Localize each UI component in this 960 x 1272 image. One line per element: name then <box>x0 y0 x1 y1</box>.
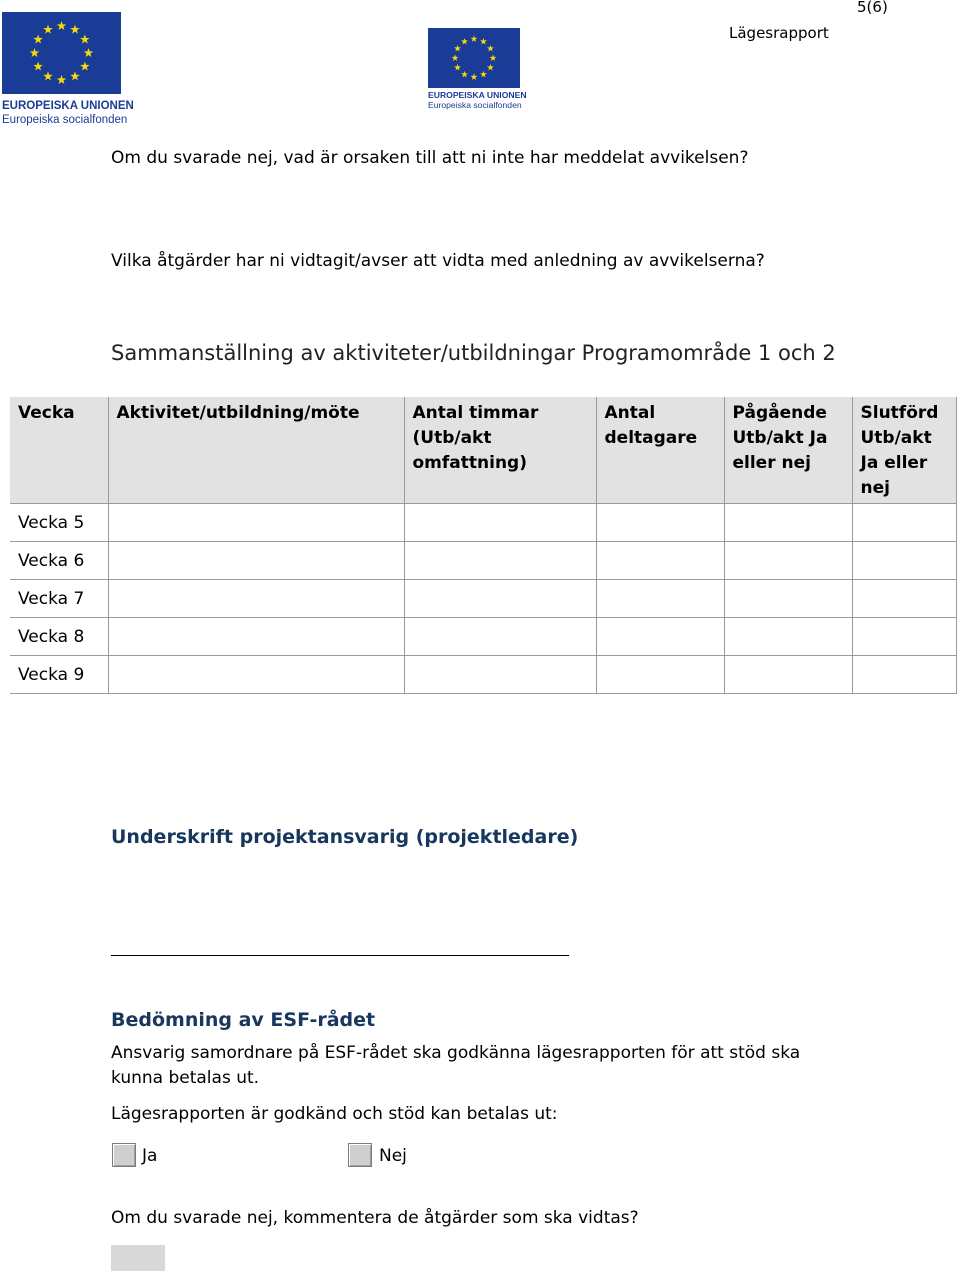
activity-cell[interactable] <box>108 504 404 542</box>
participants-cell[interactable] <box>596 656 724 694</box>
star-icon <box>70 71 80 80</box>
summary-title: Sammanställning av aktiviteter/utbildningar Programområde 1 och 2 <box>111 341 836 365</box>
table-row <box>10 618 956 656</box>
star-icon <box>80 62 90 71</box>
hours-cell[interactable] <box>404 618 596 656</box>
ongoing-cell[interactable] <box>724 542 852 580</box>
page-number: 5(6) <box>857 0 888 16</box>
participants-cell[interactable] <box>596 618 724 656</box>
star-icon <box>454 45 461 52</box>
no-checkbox[interactable] <box>348 1143 372 1167</box>
star-icon <box>471 73 478 80</box>
eu-logo-center <box>428 28 527 110</box>
hours-cell[interactable] <box>404 542 596 580</box>
logo-line2: Europeiska socialfonden <box>428 100 522 110</box>
col-header-week: Vecka <box>10 397 108 504</box>
participants-cell[interactable] <box>596 580 724 618</box>
col-header-activity: Aktivitet/utbildning/möte <box>108 397 404 504</box>
assessment-body: Ansvarig samordnare på ESF-rådet ska godkänna lägesrapporten för att stöd ska kunna betalas ut. <box>111 1043 801 1088</box>
col-header-participants: Antal deltagare <box>596 397 724 504</box>
eu-stars-icon <box>428 28 520 88</box>
table-row <box>10 656 956 694</box>
week-label: Vecka 7 <box>10 580 108 618</box>
star-icon <box>43 71 53 80</box>
signature-heading: Underskrift projektansvarig (projektledare) <box>111 826 579 848</box>
star-icon <box>57 75 67 84</box>
star-icon <box>70 25 80 34</box>
approval-question: Lägesrapporten är godkänd och stöd kan betalas ut: <box>111 1104 558 1124</box>
star-icon <box>490 54 497 61</box>
completed-cell[interactable] <box>852 580 956 618</box>
running-title: Lägesrapport <box>729 24 829 42</box>
activity-cell[interactable] <box>108 656 404 694</box>
participants-cell[interactable] <box>596 504 724 542</box>
signature-line[interactable] <box>111 955 569 956</box>
table-row <box>10 504 956 542</box>
ongoing-cell[interactable] <box>724 580 852 618</box>
ongoing-cell[interactable] <box>724 656 852 694</box>
star-icon <box>454 64 461 71</box>
star-icon <box>461 38 468 45</box>
week-label: Vecka 6 <box>10 542 108 580</box>
hours-cell[interactable] <box>404 656 596 694</box>
assessment-heading: Bedömning av ESF-rådet <box>111 1009 376 1031</box>
star-icon <box>452 54 459 61</box>
completed-cell[interactable] <box>852 618 956 656</box>
completed-cell[interactable] <box>852 542 956 580</box>
col-header-hours: Antal timmar (Utb/akt omfattning) <box>404 397 596 504</box>
ongoing-cell[interactable] <box>724 618 852 656</box>
participants-cell[interactable] <box>596 542 724 580</box>
table-row <box>10 542 956 580</box>
followup-question: Om du svarade nej, kommentera de åtgärder som ska vidtas? <box>111 1208 639 1228</box>
star-icon <box>471 35 478 42</box>
yes-checkbox[interactable] <box>112 1143 136 1167</box>
hours-cell[interactable] <box>404 580 596 618</box>
col-header-ongoing: Pågående Utb/akt Ja eller nej <box>724 397 852 504</box>
star-icon <box>487 64 494 71</box>
logo-line1: EUROPEISKA UNIONEN <box>428 90 527 100</box>
eu-flag-icon <box>428 28 520 88</box>
logo-line1: EUROPEISKA UNIONEN <box>2 100 134 112</box>
star-icon <box>80 35 90 44</box>
question-actions: Vilka åtgärder har ni vidtagit/avser att vidta med anledning av avvikelserna? <box>111 251 765 271</box>
star-icon <box>480 71 487 78</box>
star-icon <box>30 48 40 57</box>
eu-stars-icon <box>2 12 121 94</box>
star-icon <box>461 71 468 78</box>
activity-cell[interactable] <box>108 580 404 618</box>
question-reason: Om du svarade nej, vad är orsaken till att ni inte har meddelat avvikelsen? <box>111 148 749 168</box>
logo-line2: Europeiska socialfonden <box>2 114 128 126</box>
summary-table <box>10 397 957 694</box>
week-label: Vecka 5 <box>10 504 108 542</box>
star-icon <box>487 45 494 52</box>
table-row <box>10 580 956 618</box>
week-label: Vecka 8 <box>10 618 108 656</box>
ongoing-cell[interactable] <box>724 504 852 542</box>
completed-cell[interactable] <box>852 656 956 694</box>
hours-cell[interactable] <box>404 504 596 542</box>
activity-cell[interactable] <box>108 542 404 580</box>
star-icon <box>43 25 53 34</box>
week-label: Vecka 9 <box>10 656 108 694</box>
comment-field[interactable] <box>111 1245 165 1271</box>
table-header-row <box>10 397 956 504</box>
col-header-completed: Slutförd Utb/akt Ja eller nej <box>852 397 956 504</box>
eu-flag-icon <box>2 12 121 94</box>
star-icon <box>57 21 67 30</box>
completed-cell[interactable] <box>852 504 956 542</box>
star-icon <box>33 62 43 71</box>
star-icon <box>480 38 487 45</box>
star-icon <box>84 48 94 57</box>
eu-logo-left <box>0 12 134 130</box>
no-label: Nej <box>379 1146 407 1166</box>
activity-cell[interactable] <box>108 618 404 656</box>
yes-label: Ja <box>142 1146 158 1166</box>
star-icon <box>33 35 43 44</box>
